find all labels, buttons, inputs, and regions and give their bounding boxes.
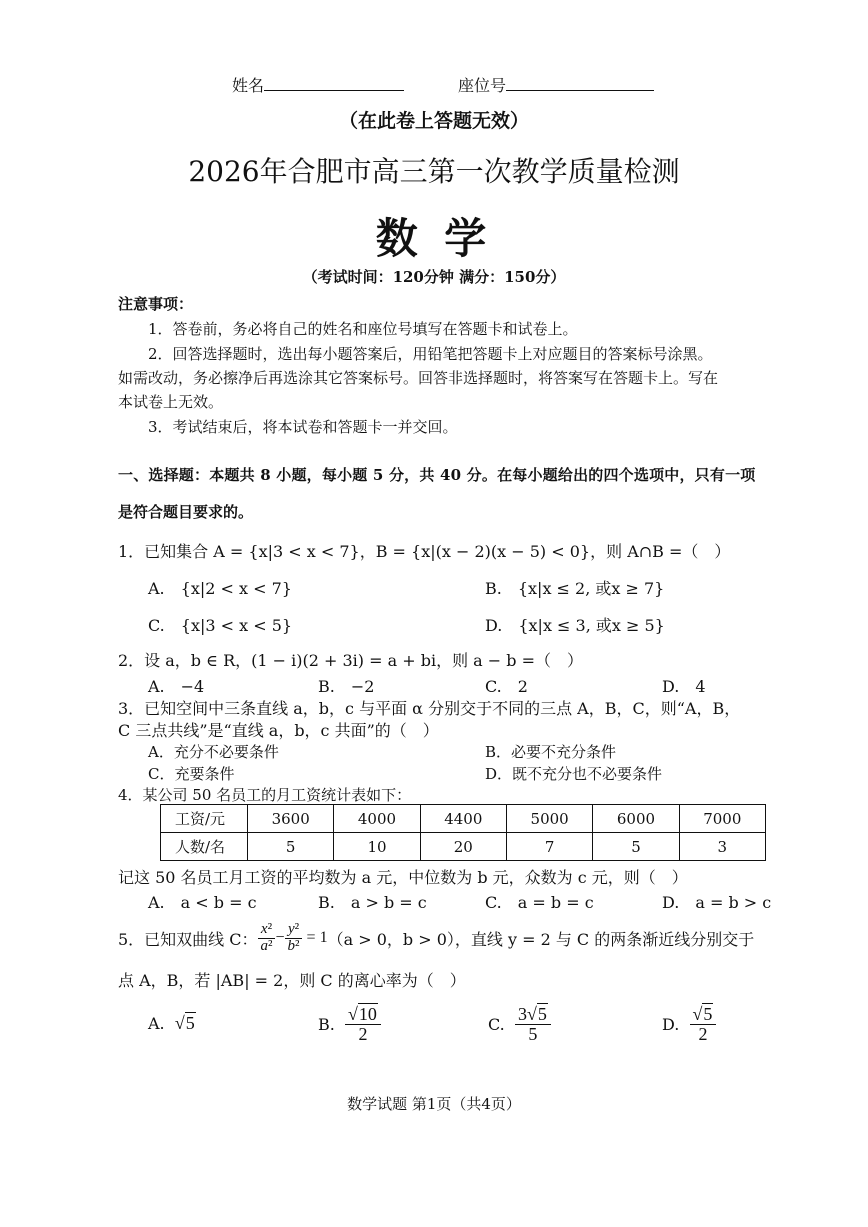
question-5-prefix: 5．已知双曲线 C： [118,929,258,949]
hyperbola-x-term: $\frac{\text{x²}}{\text{a²}}$ [258,922,276,955]
question-1-stem: 1．已知集合 A = {x|3 < x < 7}，B = {x|(x − 2)(x − 5) < 0}，则 A∩B =（ ） [118,542,731,561]
option-letter: D. [662,1014,680,1034]
table-cell: 4000 [334,805,420,833]
table-header-count: 人数/名 [161,833,248,861]
wage-table [160,804,766,861]
page-footer: 数学试题 第1页（共4页） [347,1095,521,1113]
question-4-stem: 4．某公司 50 名员工的月工资统计表如下： [118,786,412,804]
question-3-option-d[interactable]: D．既不充分也不必要条件 [485,765,663,783]
question-4-option-c[interactable]: C. a = b = c [485,893,594,912]
question-5-stem-cont: 点 A，B，若 |AB| = 2，则 C 的离心率为（ ） [118,971,466,990]
question-1-option-d[interactable]: D. {x|x ≤ 3, 或x ≥ 5} [485,616,665,635]
instruction-3: 3．考试结束后，将本试卷和答题卡一并交回。 [148,418,458,436]
question-5-option-b[interactable]: B. $\frac{√10}{2}$ [318,1000,381,1048]
table-cell: 7 [506,833,592,861]
question-1-option-a[interactable]: A. {x|2 < x < 7} [148,579,292,598]
table-cell: 4400 [420,805,506,833]
instructions-title: 注意事项： [118,295,194,313]
question-5-suffix: （a > 0，b > 0），直线 y = 2 与 C 的两条渐近线分别交于 [327,929,755,949]
section-1-title-cont: 是符合题目要求的。 [118,503,254,521]
table-cell: 20 [420,833,506,861]
table-cell: 5 [593,833,679,861]
question-4-option-a[interactable]: A. a < b = c [148,893,257,912]
seat-blank[interactable] [506,76,654,91]
question-1-option-b[interactable]: B. {x|x ≤ 2, 或x ≥ 7} [485,579,665,598]
question-2-option-b[interactable]: B. −2 [318,677,375,696]
question-3-stem-cont: C 三点共线”是“直线 a，b，c 共面”的（ ） [118,721,439,740]
instruction-2-cont: 如需改动，务必擦净后再选涂其它答案标号。回答非选择题时，将答案写在答题卡上。写在 [118,369,719,387]
table-cell: 10 [334,833,420,861]
option-letter: B. [318,1014,335,1034]
instruction-2-cont2: 本试卷上无效。 [118,393,224,411]
table-cell: 3600 [248,805,334,833]
question-5-stem: 5．已知双曲线 C： $\frac{\text{x²}}{\text{a²}}$ − $\frac{\text{y²}}{\text{b²}}$ = 1 （a > 0，b > 0），直线 y = 2 与 C 的两条渐近线分别交于 [118,920,755,954]
section-1-title: 一、选择题：本题共 8 小题，每小题 5 分，共 40 分。在每小题给出的四个选项中，只有一项 [118,466,756,484]
question-1-option-c[interactable]: C. {x|3 < x < 5} [148,616,293,635]
table-cell: 5000 [506,805,592,833]
question-2-stem: 2．设 a，b ∈ R，(1 − i)(2 + 3i) = a + bi，则 a − b =（ ） [118,651,584,670]
question-4-option-b[interactable]: B. a > b = c [318,893,427,912]
invalid-notice: （在此卷上答题无效） [338,110,529,132]
table-row-wage [161,805,766,833]
question-2-option-c[interactable]: C. 2 [485,677,528,696]
table-header-wage: 工资/元 [161,805,248,833]
instruction-1: 1．答卷前，务必将自己的姓名和座位号填写在答题卡和试卷上。 [148,320,578,338]
option-letter: A. [148,1014,165,1033]
table-cell: 3 [679,833,765,861]
exam-title: 2026年合肥市高三第一次教学质量检测 [188,155,680,188]
question-3-option-c[interactable]: C．充要条件 [148,765,235,783]
instruction-2: 2．回答选择题时，选出每小题答案后，用铅笔把答题卡上对应题目的答案标号涂黑。 [148,345,713,363]
table-cell: 5 [248,833,334,861]
question-3-option-a[interactable]: A．充分不必要条件 [148,743,279,761]
question-4-condition: 记这 50 名员工月工资的平均数为 a 元，中位数为 b 元，众数为 c 元，则（ ） [118,868,688,887]
question-2-option-d[interactable]: D. 4 [662,677,706,696]
option-letter: C. [488,1014,505,1034]
exam-info: （考试时间：120分钟 满分：150分） [302,268,566,286]
table-cell: 6000 [593,805,679,833]
question-5-option-c[interactable]: C. $\frac{3√5}{5}$ [488,1000,551,1048]
seat-field[interactable] [458,73,654,96]
question-4-option-d[interactable]: D. a = b > c [662,893,772,912]
name-blank[interactable] [264,76,404,91]
question-2-option-a[interactable]: A. −4 [148,677,205,696]
question-5-option-d[interactable]: D. $\frac{√5}{2}$ [662,1000,716,1048]
question-3-stem: 3．已知空间中三条直线 a，b，c 与平面 α 分别交于不同的三点 A，B，C，则“A，B， [118,699,741,718]
name-label: 姓名 [232,76,265,95]
hyperbola-y-term: $\frac{\text{y²}}{\text{b²}}$ [285,922,303,955]
seat-label: 座位号 [458,76,507,95]
table-row-count [161,833,766,861]
subject-title: 数 学 [375,214,493,263]
question-5-option-a[interactable]: A. √5 [148,1013,195,1033]
name-field[interactable] [232,73,404,96]
table-cell: 7000 [679,805,765,833]
question-3-option-b[interactable]: B．必要不充分条件 [485,743,617,761]
